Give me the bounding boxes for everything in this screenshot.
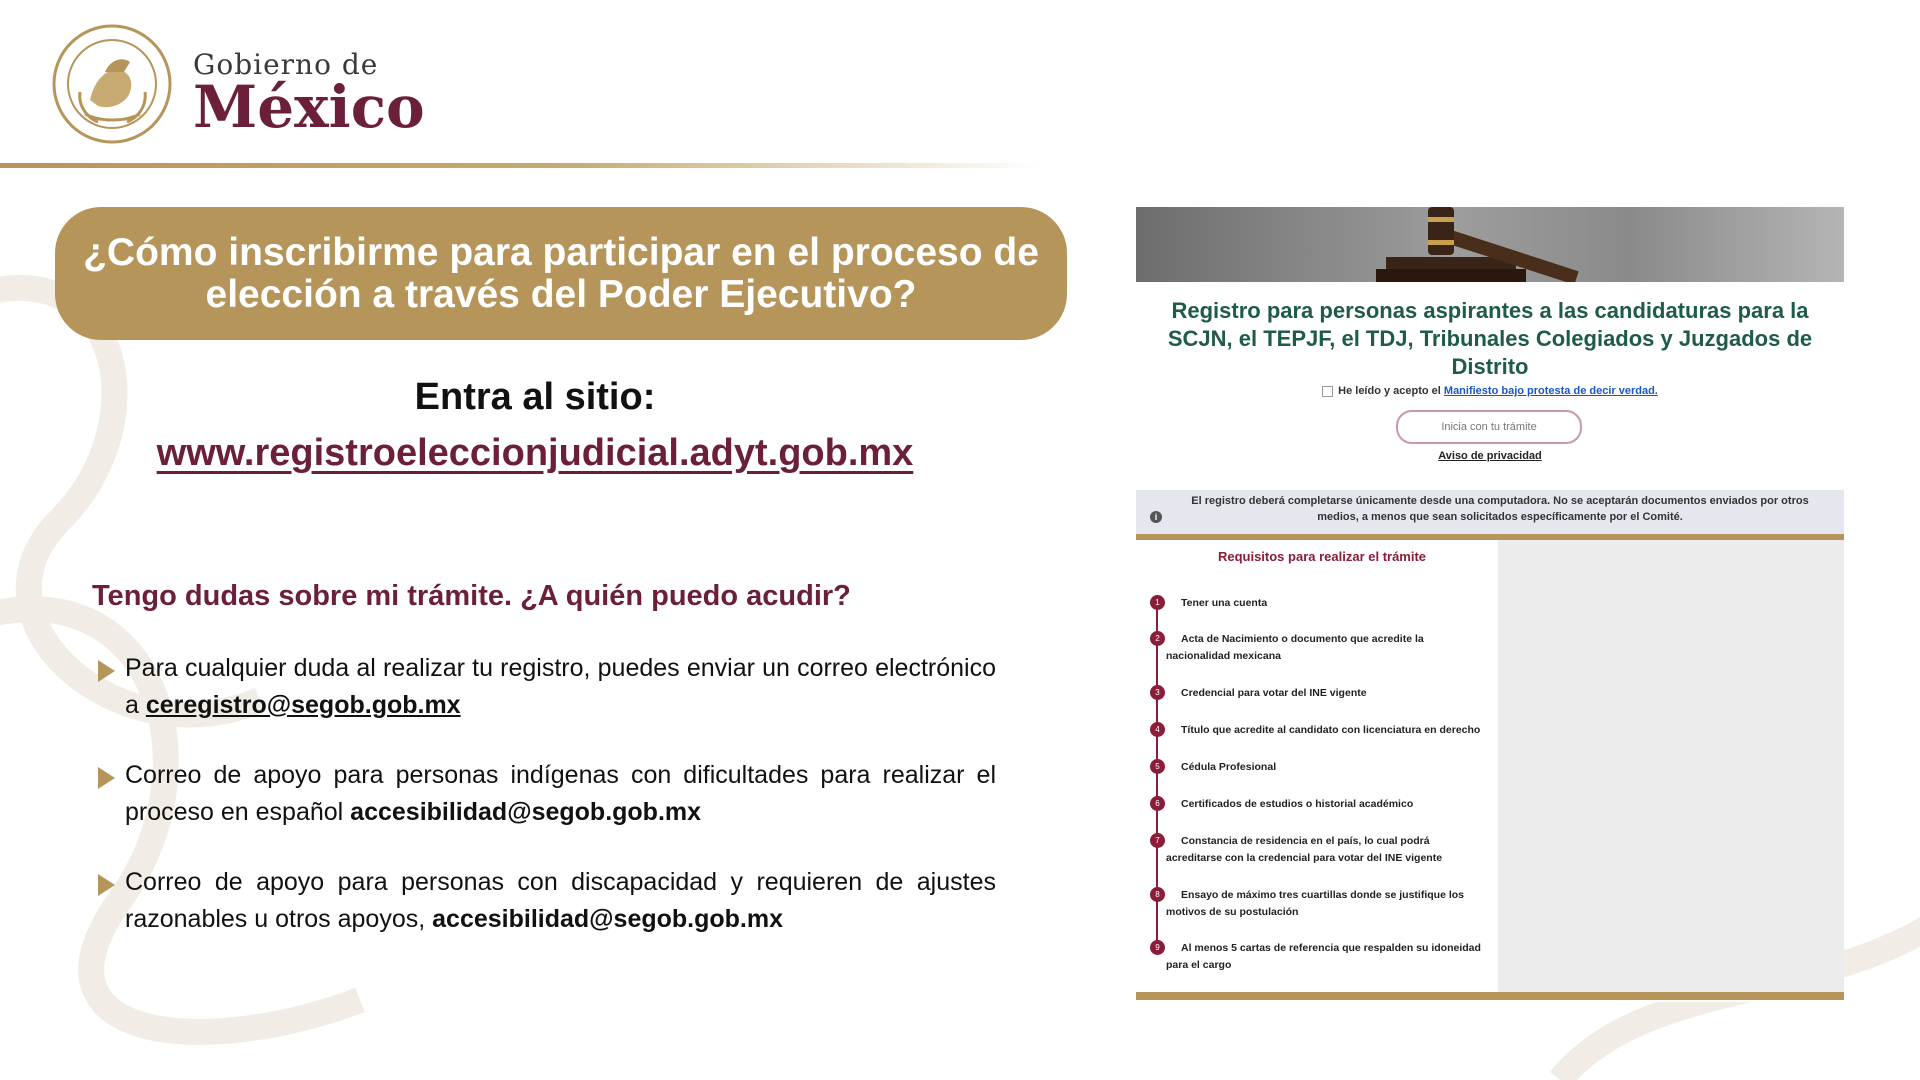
step-number: 2 (1150, 631, 1165, 646)
site-preview-panel (1136, 207, 1844, 1002)
requirements-blank-area (1498, 540, 1844, 992)
step-number: 1 (1150, 595, 1165, 610)
accept-checkbox[interactable] (1322, 386, 1333, 397)
bullet-arrow-icon (98, 767, 115, 789)
mexico-seal-icon (50, 22, 175, 147)
faq-heading: Tengo dudas sobre mi trámite. ¿A quién puedo acudir? (92, 580, 851, 612)
privacy-link[interactable]: Aviso de privacidad (1438, 450, 1542, 462)
step-number: 4 (1150, 722, 1165, 737)
manifest-link[interactable]: Manifiesto bajo protesta de decir verdad. (1443, 385, 1658, 397)
requirements-title: Requisitos para realizar el trámite (1217, 549, 1427, 564)
list-item (98, 757, 996, 831)
step-number: 7 (1150, 833, 1165, 848)
step-number: 5 (1150, 759, 1165, 774)
panel-title: Registro para personas aspirantes a las candidaturas para la SCJN, el TEPJF, el TDJ, Tribunales Colegiados y Juzgados de Distrito (1167, 298, 1813, 379)
step-text: Al menos 5 cartas de referencia que respalden su idoneidad para el cargo (1166, 942, 1481, 971)
gavel-icon (1136, 207, 1844, 282)
start-button[interactable]: Inicia con tu trámite (1396, 410, 1582, 444)
contact-list (98, 650, 996, 971)
step-text: Certificados de estudios o historial académico (1181, 798, 1414, 810)
government-name (193, 48, 425, 141)
gavel-banner (1136, 207, 1844, 282)
title-banner (55, 207, 1067, 340)
bullet-text: Para cualquier duda al realizar tu registro, puedes enviar un correo electrónico a (125, 654, 996, 719)
list-item (98, 864, 996, 938)
header-divider (0, 163, 1040, 168)
step-text: Cédula Profesional (1181, 761, 1277, 773)
step-number: 3 (1150, 685, 1165, 700)
panel-bottom-bar (1136, 992, 1844, 1000)
list-item (98, 650, 996, 724)
accept-text: He leído y acepto el (1338, 385, 1444, 397)
step-number: 9 (1150, 940, 1165, 955)
step-text: Credencial para votar del INE vigente (1181, 687, 1367, 699)
step-number: 6 (1150, 796, 1165, 811)
gov-line2: México (193, 73, 425, 141)
accept-row (1136, 385, 1844, 397)
step-text: Acta de Nacimiento o documento que acredite la nacionalidad mexicana (1166, 633, 1424, 662)
step-number: 8 (1150, 887, 1165, 902)
email-link[interactable]: accesibilidad@segob.gob.mx (432, 905, 783, 933)
step-text: Constancia de residencia en el país, lo cual podrá acreditarse con la credencial para votar del INE vigente (1166, 835, 1443, 864)
bullet-text: Correo de apoyo para personas indígenas con dificultades para realizar el proceso en español (125, 761, 996, 826)
email-link[interactable]: accesibilidad@segob.gob.mx (350, 798, 702, 826)
step-text: Título que acredite al candidato con licenciatura en derecho (1181, 724, 1481, 736)
step-text: Tener una cuenta (1181, 597, 1268, 609)
email-link[interactable]: ceregistro@segob.gob.mx (145, 691, 461, 719)
notice-text: El registro deberá completarse únicamente desde una computadora. No se aceptarán documentos enviados por otros medios, a menos que sean solicitados específicamente por el Comité. (1191, 495, 1809, 523)
step-text: Ensayo de máximo tres cuartillas donde se justifique los motivos de su postulación (1166, 889, 1465, 918)
notice-banner (1136, 490, 1844, 543)
info-icon: i (1150, 511, 1162, 523)
bullet-arrow-icon (98, 874, 115, 896)
bullet-arrow-icon (98, 660, 115, 682)
page-title: ¿Cómo inscribirme para participar en el proceso de elección a través del Poder Ejecutivo? (83, 230, 1039, 316)
entra-label: Entra al sitio: (414, 376, 656, 418)
gov-line1: Gobierno de (193, 48, 379, 81)
registration-site-link[interactable]: www.registroeleccionjudicial.adyt.gob.mx (156, 432, 914, 474)
bullet-text: Correo de apoyo para personas con discapacidad y requieren de ajustes razonables u otros apoyos, (125, 868, 996, 933)
